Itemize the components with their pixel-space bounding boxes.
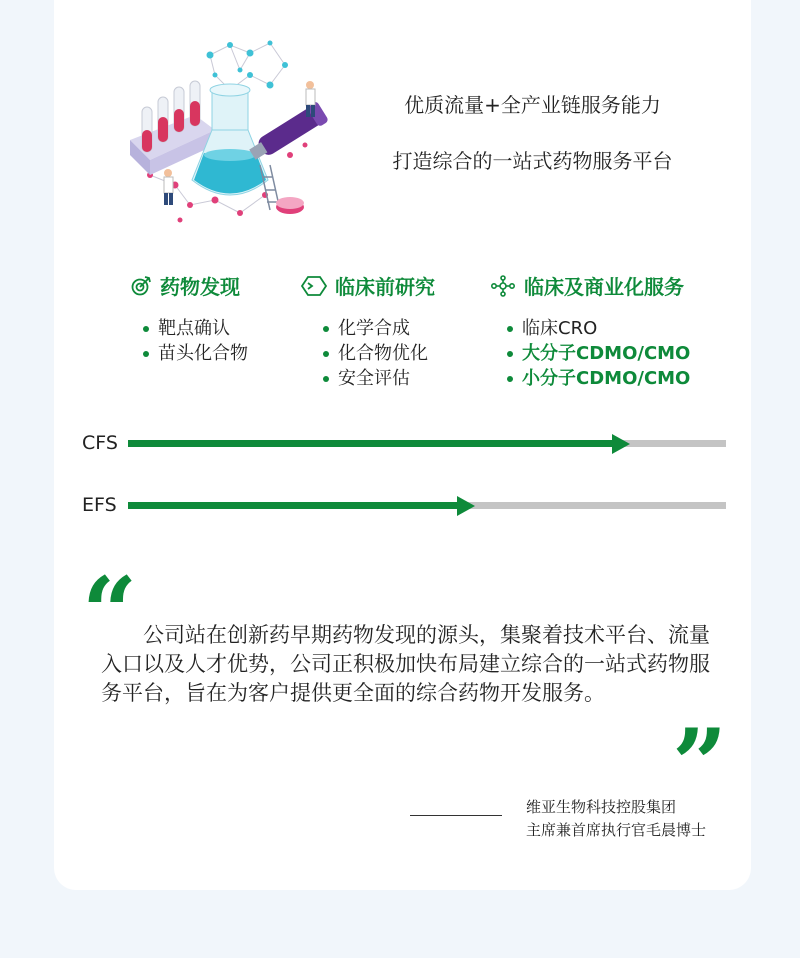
- list-item: 苗头化合物: [142, 341, 248, 366]
- stage-list-preclinical: [322, 316, 428, 391]
- signature-divider: [410, 815, 502, 816]
- list-item: 小分子CDMO/CMO: [506, 366, 690, 391]
- hexagon-molecule-icon: [301, 275, 327, 297]
- progress-fill-cfs: [128, 440, 620, 447]
- list-item: 化合物优化: [322, 341, 428, 366]
- progress-arrow-cfs: [612, 434, 630, 454]
- signature-organization: 维亚生物科技控股集团: [526, 798, 677, 816]
- stage-title-label: 临床及商业化服务: [524, 275, 684, 299]
- stage-title-drug-discovery: [130, 271, 240, 300]
- list-item: 大分子CDMO/CMO: [506, 341, 690, 366]
- progress-fill-efs: [128, 502, 465, 509]
- progress-arrow-efs: [457, 496, 475, 516]
- signature-title: 主席兼首席执行官毛晨博士: [526, 821, 707, 839]
- list-item: 化学合成: [322, 316, 428, 341]
- quote-body: 公司站在创新药早期药物发现的源头，集聚着技术平台、流量入口以及人才优势，公司正积极加快布局建立综合的一站式药物服务平台，旨在为客户提供更全面的综合药物开发服务。: [101, 623, 710, 705]
- lab-flask-illustration: [120, 35, 350, 235]
- progress-track-efs: [128, 502, 726, 509]
- stage-list-clinical-commercial: [506, 316, 690, 391]
- list-item: 靶点确认: [142, 316, 248, 341]
- stage-title-label: 药物发现: [160, 275, 240, 299]
- progress-label-efs: EFS: [82, 494, 117, 516]
- target-arrow-icon: [130, 275, 152, 297]
- tagline-secondary: 打造综合的一站式药物服务平台: [392, 149, 673, 173]
- stage-title-preclinical: [301, 271, 435, 300]
- progress-label-cfs: CFS: [82, 432, 118, 454]
- stage-title-label: 临床前研究: [335, 275, 435, 299]
- stage-title-clinical-commercial: [490, 271, 684, 300]
- network-nodes-icon: [490, 275, 516, 297]
- close-quote-mark: ”: [672, 708, 728, 821]
- progress-track-cfs: [128, 440, 726, 447]
- stage-list-drug-discovery: [142, 316, 248, 366]
- open-quote-mark: “: [82, 556, 138, 669]
- list-item: 安全评估: [322, 366, 428, 391]
- tagline-primary: 优质流量+全产业链服务能力: [404, 93, 661, 117]
- list-item: 临床CRO: [506, 316, 690, 341]
